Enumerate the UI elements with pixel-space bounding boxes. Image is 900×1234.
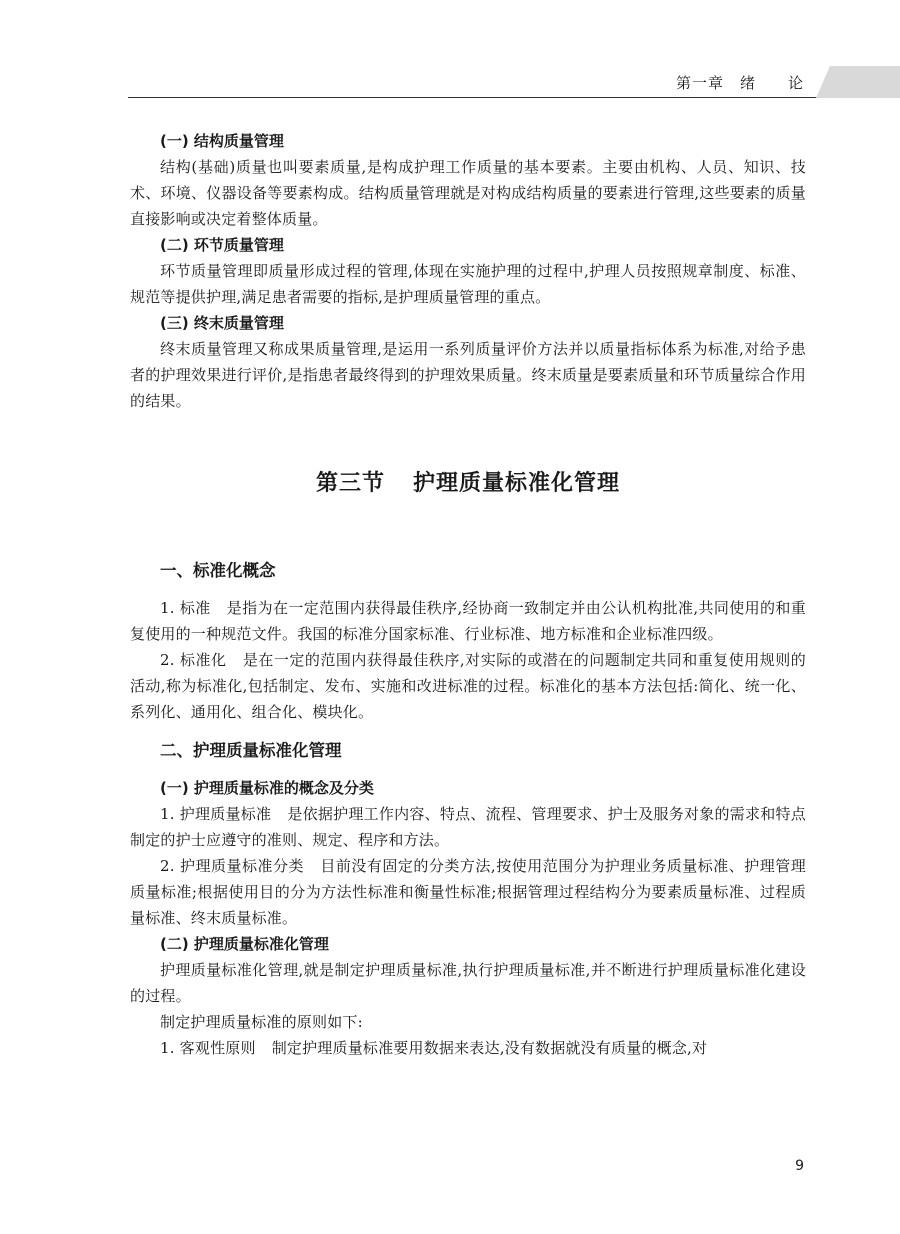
subheading-standardization-management: (二) 护理质量标准化管理 <box>160 935 329 953</box>
heading-nursing-quality-standardization: 二、护理质量标准化管理 <box>160 741 342 760</box>
paragraph-principles-intro: 制定护理质量标准的原则如下: <box>160 1013 363 1031</box>
paragraph-objectivity-principle <box>130 1035 806 1061</box>
text-standard-classification: 目前没有固定的分类方法,按使用范围分为护理业务质量标准、护理管理质量标准;根据使用目的分为方法性标准和衡量性标准;根据管理过程结构分为要素质量标准、过程质量标准、终末质量标准。 <box>130 857 807 927</box>
paragraph-outcome-quality: 终末质量管理又称成果质量管理,是运用一系列质量评价方法并以质量指标体系为标准,对给予患者的护理效果进行评价,是指患者最终得到的护理效果质量。终末质量是要素质量和环节质量综合作用的结果。 <box>130 340 806 410</box>
paragraph-structure-quality: 结构(基础)质量也叫要素质量,是构成护理工作质量的基本要素。主要由机构、人员、知识、技术、环境、仪器设备等要素构成。结构质量管理就是对构成结构质量的要素进行管理,这些要素的质量直接影响或决定着整体质量。 <box>130 158 806 228</box>
heading-standardization-concept: 一、标准化概念 <box>160 561 276 580</box>
page-number: 9 <box>795 1158 804 1174</box>
section-title <box>130 466 806 497</box>
term-standard: 1. 标准 <box>160 599 211 617</box>
term-objectivity-principle: 1. 客观性原则 <box>160 1039 256 1057</box>
running-header <box>128 60 900 98</box>
subheading-standard-concept-classification: (一) 护理质量标准的概念及分类 <box>160 779 374 797</box>
subheading-process-quality: (二) 环节质量管理 <box>160 236 284 254</box>
text-nursing-quality-standard: 是依据护理工作内容、特点、流程、管理要求、护士及服务对象的需求和特点制定的护士应遵守的准则、规定、程序和方法。 <box>130 805 806 849</box>
section-name: 护理质量标准化管理 <box>413 471 621 496</box>
paragraph-standardization-management: 护理质量标准化管理,就是制定护理质量标准,执行护理质量标准,并不断进行护理质量标准化建设的过程。 <box>130 961 806 1005</box>
paragraph-nursing-quality-standard <box>130 801 806 853</box>
text-standard: 是指为在一定范围内获得最佳秩序,经协商一致制定并由公认机构批准,共同使用的和重复使用的一种规范文件。我国的标准分国家标准、行业标准、地方标准和企业标准四级。 <box>130 599 806 643</box>
term-standardization: 2. 标准化 <box>160 651 227 669</box>
header-rule <box>128 97 900 98</box>
text-standardization: 是在一定的范围内获得最佳秩序,对实际的或潜在的问题制定共同和重复使用规则的活动,称为标准化,包括制定、发布、实施和改进标准的过程。标准化的基本方法包括:简化、统一化、系列化、通用化、组合化、模块化。 <box>130 651 807 721</box>
header-tab-decoration <box>816 66 900 98</box>
subheading-outcome-quality: (三) 终末质量管理 <box>160 314 284 332</box>
paragraph-standardization-definition <box>130 647 806 725</box>
chapter-title: 第一章 绪 论 <box>675 74 804 92</box>
section-number: 第三节 <box>315 471 385 496</box>
paragraph-standard-classification <box>130 853 806 931</box>
paragraph-process-quality: 环节质量管理即质量形成过程的管理,体现在实施护理的过程中,护理人员按照规章制度、标准、规范等提供护理,满足患者需要的指标,是护理质量管理的重点。 <box>130 262 806 306</box>
page-content <box>130 128 806 1061</box>
term-nursing-quality-standard: 1. 护理质量标准 <box>160 805 272 823</box>
term-standard-classification: 2. 护理质量标准分类 <box>160 857 305 875</box>
paragraph-standard-definition <box>130 595 806 647</box>
subheading-structure-quality: (一) 结构质量管理 <box>160 132 284 150</box>
text-objectivity-principle: 制定护理质量标准要用数据来表达,没有数据就没有质量的概念,对 <box>271 1039 708 1057</box>
